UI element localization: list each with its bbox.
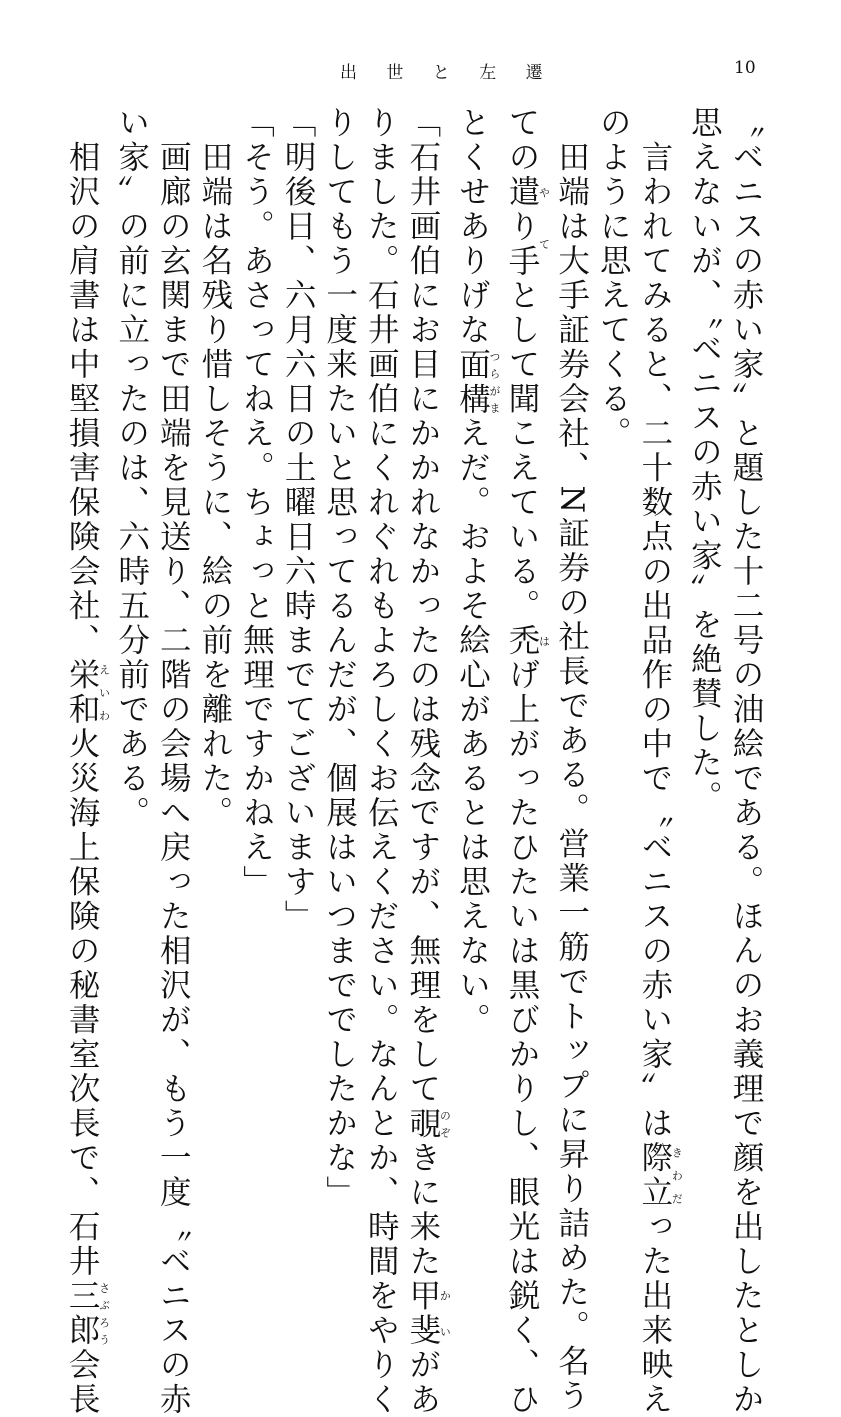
text-line: りしてもう一度来たいと思ってるんだが、個展はいつまででしたかな」	[321, 106, 358, 1210]
ruby-annotation: 覗のぞ	[404, 1106, 452, 1141]
text-line: ての遣やり手てとして聞こえている。禿はげ上がったひたいは黒びかりし、眼光は鋭く、ひ	[504, 106, 551, 1417]
ruby-annotation: 三郎さぶろう	[64, 1279, 111, 1348]
text-line: のように思えてくる。	[595, 106, 632, 451]
ruby-annotation: 甲斐かい	[404, 1279, 452, 1348]
page-header	[0, 58, 841, 86]
text-line: 「石井画伯にお目にかかれなかったのは残念ですが、無理をして覗のぞきに来た甲斐かいがあ	[404, 106, 452, 1417]
text-line: りました。石井画伯にくれぐれもよろしくお伝えください。なんとか、時間をやりく	[363, 106, 400, 1417]
ruby-annotation: り手て	[504, 209, 551, 279]
ruby-annotation: 禿は	[504, 623, 551, 658]
text-line: 田端は大手証券会社、N証券の社長である。営業一筋でトップに昇り詰めた。名う	[553, 106, 590, 1414]
novel-text-body	[64, 106, 766, 1417]
text-line: 画廊の玄関まで田端を見送り、二階の会場へ戻った相沢が、もう一度〝ベニスの赤	[155, 106, 192, 1417]
ruby-annotation: 面構つらがま	[454, 347, 501, 417]
page-number: 10	[734, 58, 756, 78]
text-line: とくせありげな面構つらがまえだ。およそ絵心があるとは思えない。	[454, 106, 501, 1038]
text-line: い家〟の前に立ったのは、六時五分前である。	[113, 106, 150, 831]
text-line: 〝ベニスの赤い家〟と題した十二号の油絵である。ほんのお義理で顔を出したとしか	[728, 106, 764, 1417]
ruby-annotation: 遣や	[504, 175, 551, 210]
text-line: 「明後日、六月六日の土曜日六時までてございます」	[280, 106, 317, 934]
text-line: 田端は名残り惜しそうに、絵の前を離れた。	[196, 106, 233, 831]
ruby-annotation: 栄和えいわ	[64, 658, 111, 727]
ruby-annotation: 際立きわだ	[636, 1141, 684, 1210]
text-line: 相沢の肩書は中堅損害保険会社、栄和えいわ火災海上保険の秘書室次長で、石井三郎さぶろう会長	[64, 106, 111, 1417]
text-line: 「そう。あさってねえ。ちょっと無理ですかねえ」	[238, 106, 275, 900]
running-head: 出 世 と 左 遷	[340, 63, 555, 83]
text-line: 言われてみると、二十数点の出品作の中で〝ベニスの赤い家〟は際立きわだった出来映え	[636, 106, 684, 1417]
text-line: 思えないが、〝ベニスの赤い家〟を絶賛した。	[686, 106, 723, 815]
